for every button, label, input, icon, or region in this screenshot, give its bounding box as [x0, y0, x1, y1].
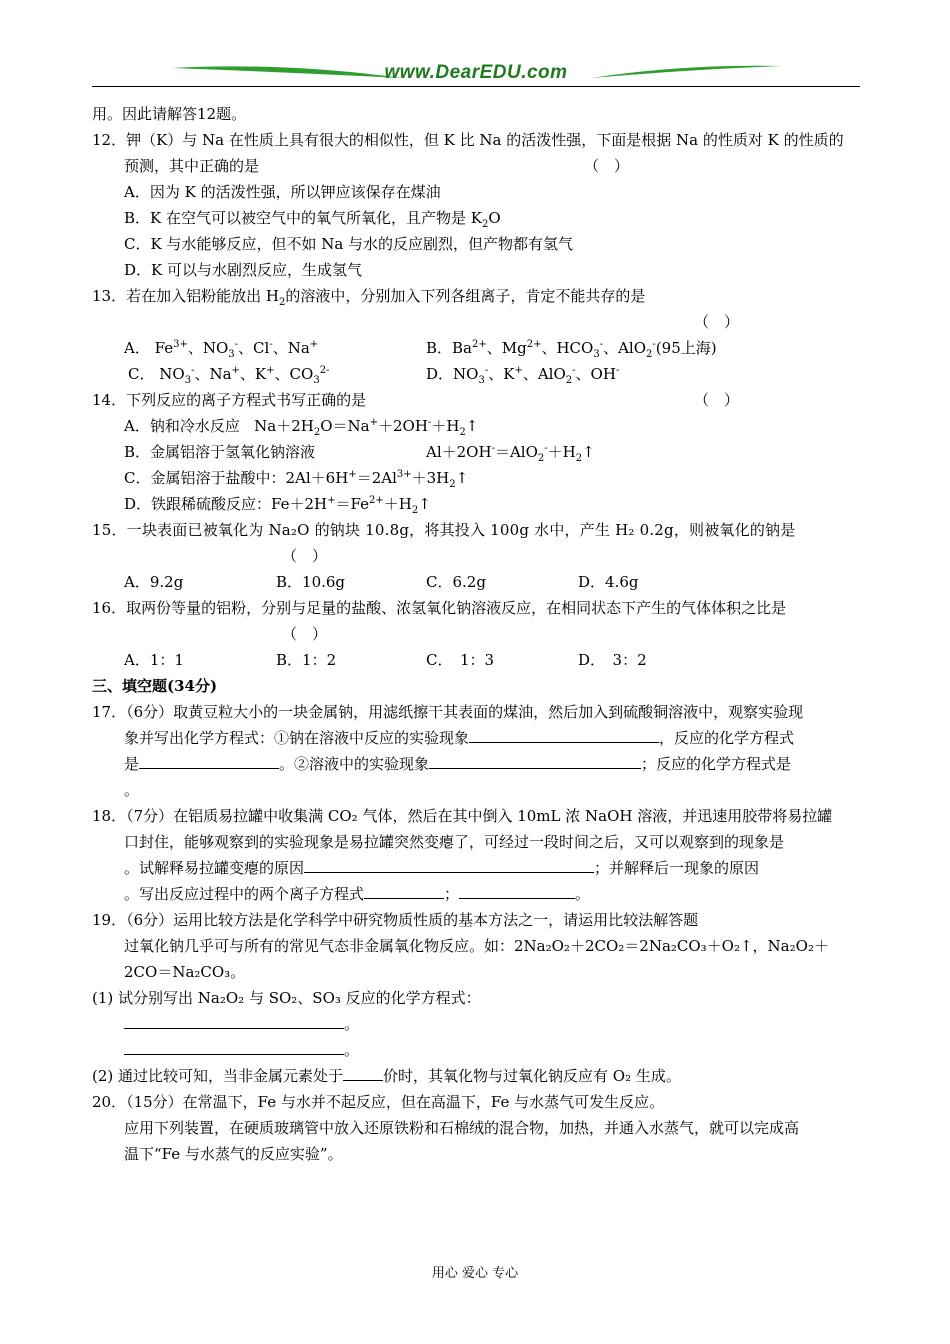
right-swoosh-decoration [592, 58, 782, 86]
q15-option-a: A．9.2g [124, 573, 184, 591]
q15-option-c: C．6.2g [426, 573, 486, 591]
q12-option-a: A．因为 K 的活泼性强，所以钾应该保存在煤油 [124, 183, 441, 201]
q20-line3: 温下“Fe 与水蒸气的反应实验”。 [124, 1145, 343, 1163]
q17-blank-1[interactable] [469, 728, 659, 743]
q16-option-b: B．1：2 [276, 651, 337, 669]
q12-option-d: D．K 可以与水剧烈反应，生成氢气 [124, 261, 363, 279]
q15-answer-bracket: （ ） [282, 547, 328, 565]
q19-blank-1[interactable] [124, 1014, 344, 1029]
q19-blank-2[interactable] [124, 1040, 344, 1055]
q19-line2: 过氧化钠几乎可与所有的常见气态非金属氧化物反应。如：2Na₂O₂＋2CO₂＝2Na₂CO₃＋O₂↑，Na₂O₂＋ [124, 937, 829, 955]
q20-line1: 20．（15分）在常温下，Fe 与水并不起反应，但在高温下，Fe 与水蒸气可发生反应。 [92, 1093, 665, 1111]
q14-answer-bracket: （ ） [694, 391, 740, 409]
q19-blank-3[interactable] [343, 1066, 383, 1081]
q16-option-d: D． 3：2 [578, 651, 647, 669]
q19-part1-answer-1: 。 [124, 1014, 359, 1034]
q16-option-a: A．1：1 [124, 651, 184, 669]
q17-line3: 是 。②溶液中的实验现象 ；反应的化学方程式是 [124, 755, 792, 773]
q14-option-a: A．钠和冷水反应 $Na+2H_2O=Na^++2OH^-+H_2↑$ [124, 417, 479, 438]
q17-line2: 象并写出化学方程式：①钠在溶液中反应的实验现象 ，反应的化学方程式 [124, 729, 795, 747]
q19-part2: (2) 通过比较可知，当非金属元素处于 价时，其氧化物与过氧化钠反应有 O₂ 生成。 [92, 1067, 681, 1085]
q13-option-a: A． $Fe^{3+}$、$NO_3^-$、Cl-、Na+ [124, 339, 319, 360]
q12-option-c: C．K 与水能够反应，但不如 Na 与水的反应剧烈，但产物都有氢气 [124, 235, 574, 253]
q12-stem-line1: 12．钾（K）与 Na 在性质上具有很大的相似性，但 K 比 Na 的活泼性强，下面是根据 Na 的性质对 K 的性质的 [92, 131, 844, 149]
q19-line1: 19．（6分）运用比较方法是化学科学中研究物质性质的基本方法之一，请运用比较法解答题 [92, 911, 699, 929]
q17-line1: 17．（6分）取黄豆粒大小的一块金属钠，用滤纸擦干其表面的煤油，然后加入到硫酸铜溶液中，观察实验现 [92, 703, 804, 721]
q16-option-c: C． 1：3 [426, 651, 495, 669]
q14-stem: 14．下列反应的离子方程式书写正确的是 [92, 391, 367, 409]
q17-blank-3[interactable] [429, 754, 641, 769]
page-header [92, 58, 860, 88]
q15-option-b: B．10.6g [276, 573, 346, 591]
q14-option-d: D．铁跟稀硫酸反应：$Fe+2H^+=Fe^{2+}+H_2↑$ [124, 495, 431, 516]
q13-source-note: 95上海 [661, 339, 711, 357]
q17-line4: 。 [124, 781, 140, 799]
q18-line2: 口封住，能够观察到的实验现象是易拉罐突然变瘪了，可经过一段时间之后，又可以观察到的现象是 [124, 833, 785, 851]
q18-blank-2[interactable] [364, 884, 444, 899]
q18-line1: 18．（7分）在铝质易拉罐中收集满 CO₂ 气体，然后在其中倒入 10mL 浓 NaOH 溶液，并迅速用胶带将易拉罐 [92, 807, 833, 825]
site-logo-text: www.DearEDU.com [384, 62, 568, 83]
q13-answer-bracket: （ ） [694, 313, 740, 331]
q15-option-d: D．4.6g [578, 573, 639, 591]
q18-line3: 。试解释易拉罐变瘪的原因 ；并解释后一现象的原因 [124, 859, 760, 877]
q13-option-b: B．$Ba^{2+}$、$Mg^{2+}$、$HCO_3^-$、AlO$_2$-(95上海) [426, 339, 717, 360]
q13-option-d: D．$NO_3^-$、K+、AlO$_2$-、OH- [426, 365, 620, 386]
q18-blank-1[interactable] [304, 858, 594, 873]
q14-option-c: C．金属铝溶于盐酸中：$2Al+6H^+=2Al^{3+}+3H_2↑$ [124, 469, 469, 490]
q13-stem: 13．若在加入铝粉能放出 $H_2$的溶液中，分别加入下列各组离子，肯定不能共存的是 [92, 287, 646, 308]
q16-stem: 16．取两份等量的铝粉，分别与足量的盐酸、浓氢氧化钠溶液反应，在相同状态下产生的气体体积之比是 [92, 599, 787, 617]
section-title-fill-in: 三、填空题(34分) [92, 677, 218, 695]
q18-blank-3[interactable] [459, 884, 575, 899]
q18-line4: 。写出反应过程中的两个离子方程式 ； 。 [124, 885, 591, 903]
q20-line2: 应用下列装置，在硬质玻璃管中放入还原铁粉和石棉绒的混合物，加热，并通入水蒸气，就可以完成高 [124, 1119, 800, 1137]
q16-answer-bracket: （ ） [282, 625, 328, 643]
q17-blank-2[interactable] [139, 754, 279, 769]
q19-part1-prompt: (1) 试分别写出 Na₂O₂ 与 SO₂、SO₃ 反应的化学方程式： [92, 989, 481, 1007]
q12-option-b: B．K 在空气可以被空气中的氧气所氧化，且产物是 $K_2O$ [124, 209, 501, 230]
q13-option-c: C． $NO_3^-$、Na+、K+、$CO_3^{2-}$ [128, 365, 330, 386]
q19-line3: 2CO＝Na₂CO₃。 [124, 963, 246, 981]
header-rule [92, 86, 860, 87]
intro-line: 用。因此请解答12题。 [92, 105, 247, 123]
page-footer: 用心 爱心 专心 [431, 1266, 519, 1281]
q19-part1-answer-2: 。 [124, 1040, 359, 1060]
q12-stem-line2: 预测，其中正确的是 [124, 157, 260, 175]
q12-answer-bracket: （ ） [584, 157, 630, 175]
q14-option-b-equation: $Al+2OH^-=AlO_2^-+H_2↑$ [426, 443, 595, 464]
q14-option-b: B．金属铝溶于氢氧化钠溶液 [124, 443, 316, 461]
q15-stem: 15．一块表面已被氧化为 Na₂O 的钠块 10.8g，将其投入 100g 水中，产生 H₂ 0.2g，则被氧化的钠是 [92, 521, 796, 539]
